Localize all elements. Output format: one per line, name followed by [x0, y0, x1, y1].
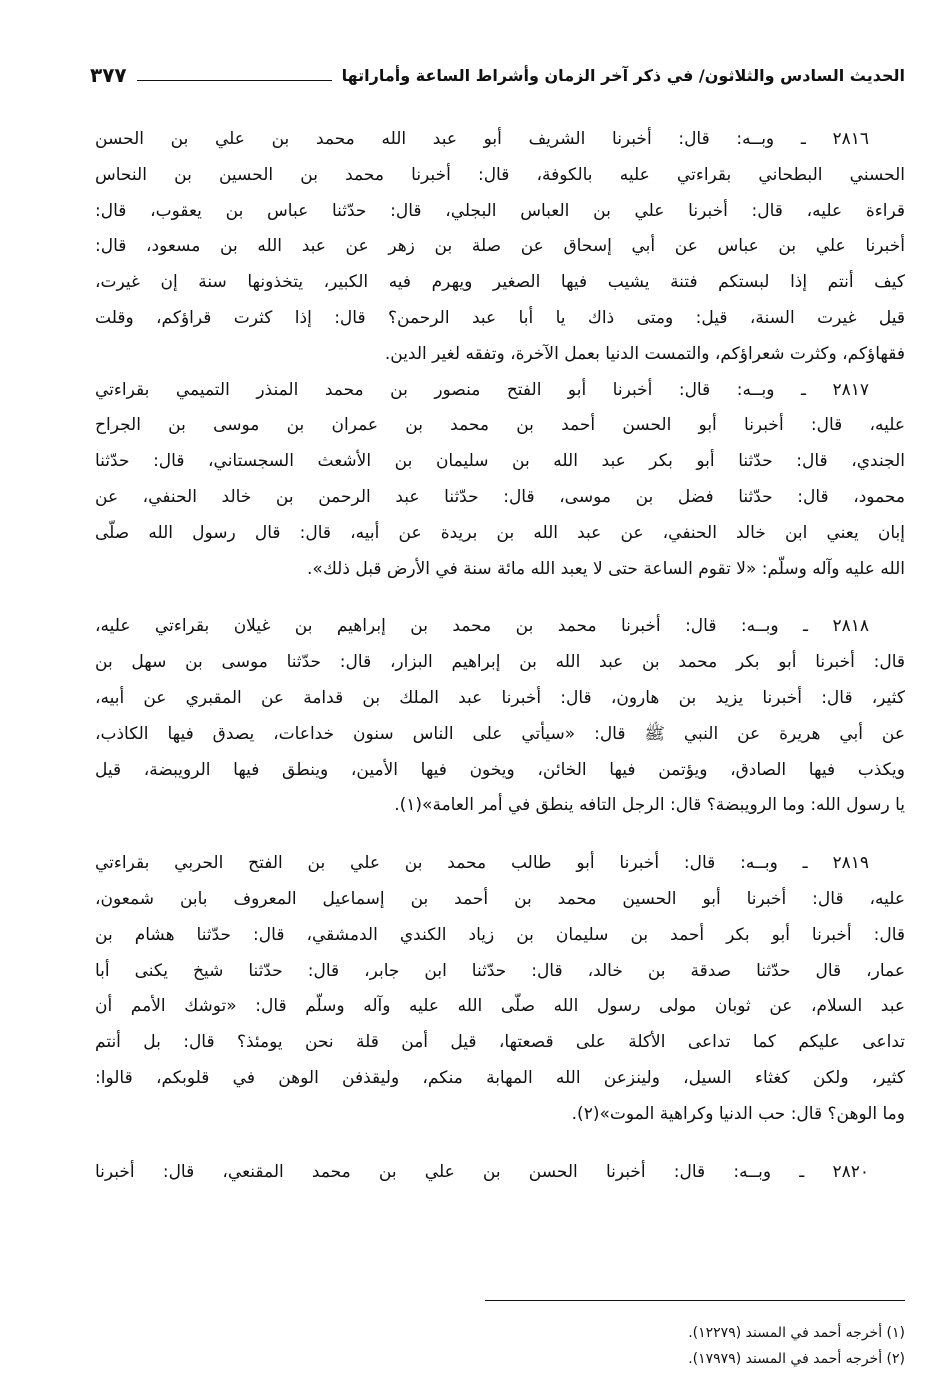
- text-line: ٢٨١٩ ـ وبــه: قال: أخبرنا أبو طالب محمد بن علي بن الفتح الحربي بقراءتي: [95, 853, 869, 874]
- text-line: عن أبي هريرة عن النبي ﷺ قال: «سيأتي على الناس سنون خداعات، يصدق فيها الكاذب،: [95, 723, 905, 744]
- text-line: عبد السلام، عن ثوبان مولى رسول الله صلّى الله عليه وآله وسلّم قال: «توشك الأمم أن: [95, 996, 905, 1017]
- text-line: ٢٨١٨ ـ وبــه: قال: أخبرنا محمد بن محمد بن إبراهيم بن غيلان بقراءتي عليه،: [95, 616, 869, 637]
- footnote: (٢) أخرجه أحمد في المسند (١٧٩٧٩).: [688, 1351, 905, 1367]
- text-line: قراءة عليه، قال: أخبرنا علي بن العباس البجلي، قال: حدّثنا عباس بن يعقوب، قال:: [95, 200, 905, 221]
- text-line: تداعى عليكم كما تداعى الأكلة على قصعتها، قيل أمن قلة نحن يومئذ؟ قال: بل أنتم: [95, 1032, 905, 1053]
- hadith-paragraph: [95, 373, 905, 588]
- text-line: كيف أنتم إذا لبستكم فتنة يشيب فيها الصغير ويهرم فيه الكبير، يتخذونها سنة إن غيرت،: [95, 272, 905, 293]
- hadith-paragraph: [95, 122, 905, 373]
- text-line: إبان يعني ابن خالد الحنفي، عن عبد الله بن بريدة عن أبيه، قال: قال رسول الله صلّى: [95, 522, 905, 543]
- header-rule: [137, 70, 332, 81]
- text-line: الله عليه وآله وسلّم: «لا تقوم الساعة حتى لا يعبد الله مائة سنة في الأرض قبل ذلك».: [307, 558, 905, 579]
- text-line: الحسني البطحاني بقراءتي عليه بالكوفة، قال: أخبرنا محمد بن الحسين بن النحاس: [95, 164, 905, 185]
- text-line: كثير، ولكن كغثاء السيل، ولينزعن الله المهابة منكم، وليقذفن الوهن في قلوبكم، قالوا:: [95, 1067, 905, 1088]
- text-line: عليه، قال: أخبرنا أبو الحسن أحمد بن محمد بن عمران بن موسى بن الجراح: [95, 415, 905, 436]
- text-line: محمود، قال: حدّثنا فضل بن موسى، قال: حدّثنا عبد الرحمن بن خالد الحنفي، عن: [95, 486, 905, 507]
- text-line: ويكذب فيها الصادق، ويؤتمن فيها الخائن، ويخون فيها الأمين، وينطق فيها الرويبضة، قيل: [95, 759, 905, 780]
- main-text: [95, 122, 905, 1190]
- text-line: قيل غيرت السنة، قيل: ومتى ذاك يا أبا عبد الرحمن؟ قال: إذا كثرت قراؤكم، وقلت: [95, 307, 905, 328]
- hadith-paragraph: [95, 1155, 905, 1191]
- text-line: فقهاؤكم، وكثرت شعراؤكم، والتمست الدنيا بعمل الآخرة، وتفقه لغير الدين.: [384, 343, 905, 364]
- text-line: عمار، قال حدّثنا صدقة بن خالد، قال: حدّثنا ابن جابر، قال: حدّثنا شيخ يكنى أبا: [95, 960, 905, 981]
- text-line: عليه، قال: أخبرنا أبو الحسين محمد بن أحمد بن إسماعيل المعروف بابن شمعون،: [95, 888, 905, 909]
- footnote-separator: [485, 1300, 905, 1301]
- text-line: كثير، قال: أخبرنا يزيد بن هارون، قال: أخبرنا عبد الملك بن قدامة عن المقبري عن أبيه،: [95, 687, 905, 708]
- page-number: ٣٧٧: [90, 63, 127, 87]
- text-line: الجندي، قال: حدّثنا أبو بكر عبد الله بن سليمان بن الأشعث السجستاني، قال: حدّثنا: [95, 451, 905, 472]
- running-header: [90, 60, 905, 90]
- text-line: قال: أخبرنا أبو بكر أحمد بن سليمان بن زياد الكندي الدمشقي، قال: حدّثنا هشام بن: [95, 924, 905, 945]
- footnotes: [688, 1320, 905, 1372]
- text-line: ٢٨١٧ ـ وبــه: قال: أخبرنا أبو الفتح منصور بن محمد المنذر التميمي بقراءتي: [95, 379, 869, 400]
- text-line: وما الوهن؟ قال: حب الدنيا وكراهية الموت»(٢).: [571, 1103, 905, 1124]
- text-line: ٢٨٢٠ ـ وبــه: قال: أخبرنا الحسن بن علي بن محمد المقنعي، قال: أخبرنا: [95, 1161, 869, 1182]
- hadith-paragraph: [95, 846, 905, 1132]
- text-line: قال: أخبرنا أبو بكر محمد بن عبد الله بن إبراهيم البزار، قال: حدّثنا موسى بن سهل بن: [95, 652, 905, 673]
- text-line: يا رسول الله: وما الرويبضة؟ قال: الرجل التافه ينطق في أمر العامة»(١).: [394, 795, 905, 816]
- footnote: (١) أخرجه أحمد في المسند (١٢٢٧٩).: [688, 1325, 905, 1341]
- hadith-paragraph: [95, 609, 905, 824]
- text-line: أخبرنا علي بن عباس عن أبي إسحاق عن صلة بن زهر عن عبد الله بن مسعود، قال:: [95, 236, 905, 257]
- text-line: ٢٨١٦ ـ وبــه: قال: أخبرنا الشريف أبو عبد الله محمد بن علي بن الحسن: [95, 129, 869, 149]
- chapter-title: الحديث السادس والثلاثون/ في ذكر آخر الزمان وأشراط الساعة وأماراتها: [341, 65, 905, 85]
